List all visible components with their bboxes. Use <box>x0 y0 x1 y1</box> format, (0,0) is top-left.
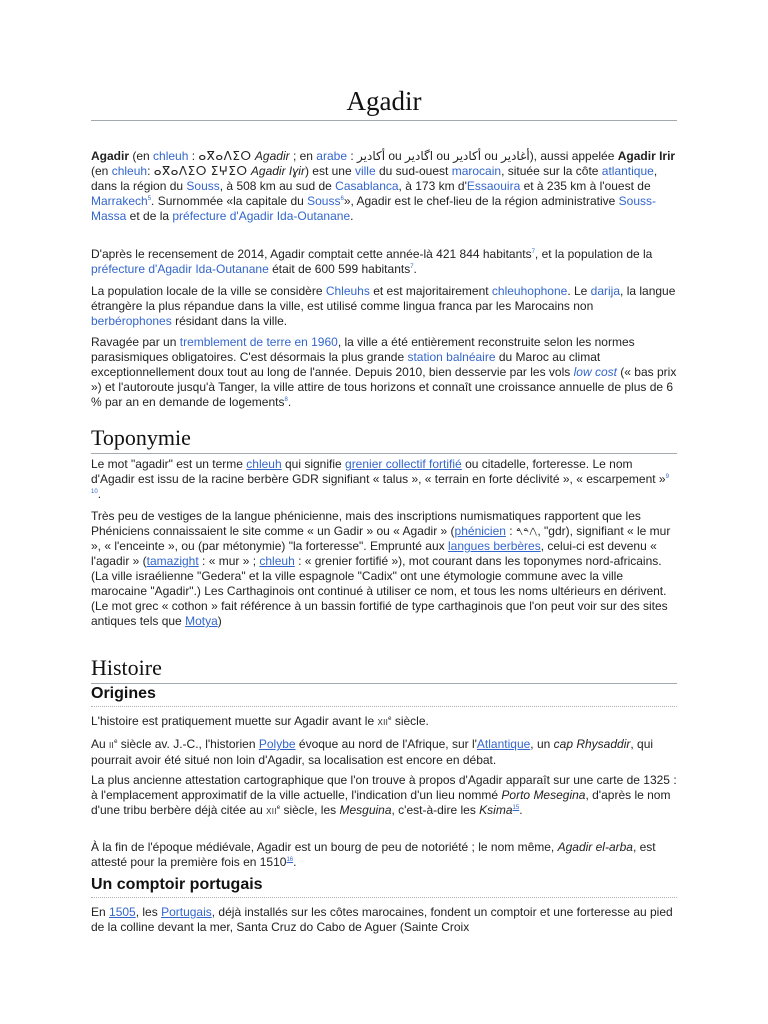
text: ou <box>433 149 454 163</box>
link-atlantique[interactable]: atlantique <box>601 164 654 178</box>
arabic-text: أكادير <box>357 149 386 163</box>
link-chleuh[interactable]: chleuh <box>246 457 282 471</box>
origines-paragraph-2-wrap <box>91 737 677 768</box>
text: D'après le recensement de 2014, Agadir comptait cette année-là 421 844 habitants <box>91 247 532 261</box>
italic-link-text[interactable]: low cost <box>573 365 617 379</box>
footnote-link[interactable]: 7 <box>410 264 414 270</box>
text: : « grenier fortifié »), mot courant dans les toponymes nord-africains. (La ville israélienne "Gedera" et la ville espagnole "Cadix" ont une étymologie commune avec la ville marocaine "Agadir".) Les Carthaginois ont continué à utiliser ce nom, et tous les noms ultérieurs en dérivent. (Le mot grec « cothon » fait référence à un bassin fortifié de type carthaginois que l'on peut voir sur des sites antiques tels que <box>91 554 668 628</box>
text: , à 173 km d' <box>398 179 467 193</box>
origines-paragraph-2 <box>91 737 677 768</box>
text: , dans la région du <box>91 164 658 193</box>
text: ou <box>385 149 406 163</box>
link-station-balneaire[interactable]: station balnéaire <box>407 350 496 364</box>
link-low-cost[interactable] <box>574 365 617 379</box>
text: , celui-ci est devenu « l'agadir » ( <box>91 539 657 568</box>
link-langues-berberes[interactable]: langues berbères <box>447 539 541 553</box>
text: , déjà installés sur les côtes marocaines, fondent un comptoir et une forteresse au pied de la colline devant la mer, Santa Cruz do Cabo de Aguer (Sainte Croix <box>91 905 673 934</box>
text: Le mot "agadir" est un terme <box>91 457 247 471</box>
origines-paragraph-3-wrap <box>91 773 677 819</box>
text: et à 235 km à l'ouest de <box>520 179 651 193</box>
italic-term: Ksima <box>479 803 513 817</box>
text: , est attesté pour la première fois en 1510 <box>91 840 656 869</box>
link-chleuh[interactable]: chleuh <box>111 164 148 178</box>
text: : <box>188 149 199 163</box>
text: . <box>519 803 523 817</box>
page-title: Agadir <box>91 0 677 121</box>
text: La plus ancienne attestation cartographique que l'on trouve à propos d'Agadir apparaît sur une carte de 1325 : à l'emplacement approximatif de la ville actuelle, l'indication d'un lieu nommé <box>91 773 677 802</box>
text: ; en <box>289 149 317 163</box>
link-arabe[interactable]: arabe <box>316 149 347 163</box>
link-chleuhs[interactable]: Chleuhs <box>325 284 370 298</box>
italic-term: Agadir Iɣir <box>250 164 305 178</box>
text: ) <box>217 614 222 628</box>
text: Au <box>91 737 110 751</box>
footnote-link[interactable]: 10 <box>91 489 98 495</box>
intro-paragraph-2 <box>91 247 677 277</box>
arabic-text: أغادير <box>501 149 530 163</box>
link-darija[interactable]: darija <box>590 284 621 298</box>
subsection-heading-origines: Origines <box>91 685 677 707</box>
text: . <box>350 209 354 223</box>
link-portugais[interactable]: Portugais <box>161 905 212 919</box>
link-tamazight[interactable]: tamazight <box>146 554 199 568</box>
bold-term: Agadir <box>91 149 130 163</box>
link-motya[interactable]: Motya <box>185 614 218 628</box>
subsection-comptoir <box>91 876 677 898</box>
section-histoire <box>91 655 677 684</box>
text: . <box>293 855 297 869</box>
text: , la ville a été entièrement reconstruite selon les normes parasismiques obligatoires. C'est désormais la plus grande <box>91 335 635 364</box>
subsection-heading-comptoir: Un comptoir portugais <box>91 876 677 898</box>
link-casablanca[interactable]: Casablanca <box>335 179 399 193</box>
text: , la langue étrangère la plus répandue dans la ville, est utilisé comme lingua franca par les Marocains non <box>91 284 676 313</box>
section-heading-toponymie: Toponymie <box>91 425 677 454</box>
text: siècle av. J.-C., l'historien <box>117 737 259 751</box>
century-numeral: XII <box>377 718 389 727</box>
text: , "gdr), signifiant « le mur », « l'enceinte », ou (par métonymie) "la forteresse". Emprunté aux <box>91 524 671 553</box>
text: , qui pourrait avoir été situé non loin d'Agadir, sa localisation est encore en débat. <box>91 737 654 767</box>
arabic-text: اگادير <box>405 149 434 163</box>
text: : <box>505 524 516 538</box>
link-atlantique[interactable]: Atlantique <box>476 737 531 751</box>
arabic-text: أكادير <box>453 149 482 163</box>
section-heading-histoire: Histoire <box>91 655 677 684</box>
link-souss-massa[interactable]: Souss-Massa <box>91 194 657 223</box>
toponymie-paragraph-2-wrap <box>91 509 677 629</box>
footnote-link[interactable]: 15 <box>512 805 520 811</box>
ordinal-suffix: e <box>114 739 118 745</box>
intro-paragraph-4 <box>91 335 677 410</box>
text: . <box>97 487 102 501</box>
text: (en <box>129 149 154 163</box>
link-phenicien[interactable]: phénicien <box>454 524 506 538</box>
text: », Agadir est le chef-lieu de la région administrative <box>343 194 619 208</box>
text: La population locale de la ville se considère <box>91 284 326 298</box>
text: ou citadelle, forteresse. Le nom d'Agadir est issu de la racine berbère GDR signifiant « talus », « terrain en forte déclivité », « escarpement » <box>91 457 666 486</box>
text: . Le <box>567 284 591 298</box>
tifinagh-text: ⴰⴳⴰⴷⵉⵔ <box>198 149 252 163</box>
footnote-link[interactable]: 7 <box>531 249 535 255</box>
footnote-link[interactable]: 9 <box>665 474 669 480</box>
comptoir-paragraph-1-wrap <box>91 905 677 935</box>
link-berberophones[interactable]: berbérophones <box>91 314 172 328</box>
text: ), aussi appelée <box>529 149 618 163</box>
text: : <box>347 149 358 163</box>
italic-term: Agadir <box>254 149 290 163</box>
text: À la fin de l'époque médiévale, Agadir est un bourg de peu de notoriété ; le nom même, <box>91 840 558 854</box>
origines-paragraph-1-wrap <box>91 714 677 730</box>
text: ou <box>481 149 502 163</box>
intro-paragraph-3 <box>91 284 677 329</box>
link-essaouira[interactable]: Essaouira <box>466 179 521 193</box>
century-numeral: II <box>109 741 115 750</box>
text: , un <box>530 737 554 751</box>
toponymie-paragraph-2 <box>91 509 677 629</box>
text: , les <box>135 905 162 919</box>
text: et est majoritairement <box>369 284 492 298</box>
bold-term: Agadir Irir <box>617 149 676 163</box>
intro-paragraph-4-wrap <box>91 335 677 410</box>
text: Ravagée par un <box>91 335 180 349</box>
link-prefecture[interactable]: préfecture d'Agadir Ida-Outanane <box>172 209 351 223</box>
link-polybe[interactable]: Polybe <box>258 737 296 751</box>
text: et de la <box>126 209 173 223</box>
link-1505[interactable]: 1505 <box>109 905 136 919</box>
intro-paragraph-2-wrap <box>91 247 677 277</box>
link-chleuh[interactable]: chleuh <box>259 554 295 568</box>
footnote-link[interactable]: 16 <box>286 857 294 863</box>
link-tremblement[interactable]: tremblement de terre en 1960 <box>179 335 338 349</box>
text: L'histoire est pratiquement muette sur Agadir avant le <box>91 714 378 728</box>
subsection-origines <box>91 685 677 707</box>
article <box>91 0 677 934</box>
italic-term: Agadir el-arba <box>557 840 633 854</box>
link-prefecture[interactable]: préfecture d'Agadir Ida-Outanane <box>91 262 269 276</box>
text: du sud-ouest <box>375 164 452 178</box>
origines-paragraph-4 <box>91 840 677 870</box>
text: Très peu de vestiges de la langue phénicienne, mais des inscriptions numismatiques rapportent que les Phéniciens connaissaient le site comme « un Gadir » ou « Agadir » ( <box>91 509 641 538</box>
ordinal-suffix: e <box>276 805 281 811</box>
text: du Maroc au climat exceptionnellement doux tout au long de l'année. Depuis 2010, bien desservie par les vols <box>91 350 601 379</box>
intro-paragraph-3-wrap <box>91 284 677 329</box>
text: . <box>287 395 292 409</box>
link-chleuhophone[interactable]: chleuhophone <box>491 284 568 298</box>
italic-term: cap Rhysaddir <box>553 737 631 751</box>
origines-paragraph-4-wrap <box>91 840 677 870</box>
origines-paragraph-1 <box>91 714 677 730</box>
tifinagh-text: ⴰⴳⴰⴷⵉⵔ ⵉⵖⵉⵔ <box>153 164 248 178</box>
italic-term: Mesguina <box>339 803 392 817</box>
text: , c'est-à-dire les <box>391 803 480 817</box>
text: évoque au nord de l'Afrique, sur l' <box>295 737 477 751</box>
text: (« bas prix ») et l'autoroute jusqu'à Tanger, la ville attire de tous horizons et connaît une croissance annuelle de plus de 6 % par an en demande de logements <box>91 365 677 409</box>
intro-section <box>91 149 677 224</box>
text: siècle. <box>391 714 429 728</box>
text: qui signifie <box>281 457 346 471</box>
text: . Surnommée «la capitale du <box>151 194 308 208</box>
text: En <box>91 905 110 919</box>
link-ville[interactable]: ville <box>354 164 376 178</box>
text: : <box>147 164 154 178</box>
comptoir-paragraph-1 <box>91 905 677 935</box>
origines-paragraph-3 <box>91 773 677 819</box>
text: , située sur la côte <box>501 164 602 178</box>
link-souss[interactable]: Souss <box>307 194 341 208</box>
ordinal-suffix: e <box>388 716 392 722</box>
toponymie-paragraph-1-wrap <box>91 457 677 502</box>
text: : « mur » ; <box>198 554 260 568</box>
section-toponymie <box>91 425 677 454</box>
link-marocain[interactable]: marocain <box>451 164 502 178</box>
link-chleuh[interactable]: chleuh <box>153 149 189 163</box>
phoenician-text: 𐤂𐤃𐤓 <box>515 524 538 538</box>
text: . <box>413 262 417 276</box>
footnote-link[interactable]: 5 <box>147 196 152 202</box>
text: ) est une <box>304 164 355 178</box>
text: était de 600 599 habitants <box>268 262 411 276</box>
toponymie-paragraph-1 <box>91 457 677 502</box>
text: , d'après le nom d'une tribu berbère déjà citée au <box>91 788 671 817</box>
link-marrakech[interactable]: Marrakech <box>91 194 148 208</box>
link-souss[interactable]: Souss <box>186 179 220 193</box>
text: résidant dans la ville. <box>171 314 288 328</box>
footnote-link[interactable]: 6 <box>340 196 344 202</box>
link-grenier-collectif[interactable]: grenier collectif fortifié <box>345 457 462 471</box>
text: (en <box>91 164 112 178</box>
text: , à 508 km au sud de <box>219 179 336 193</box>
text: , et la population de la <box>534 247 653 261</box>
footnote-link[interactable]: 8 <box>284 397 288 403</box>
century-numeral: XII <box>266 807 277 816</box>
text: siècle, les <box>280 803 340 817</box>
italic-term: Porto Mesegina <box>501 788 586 802</box>
intro-paragraph-1 <box>91 149 677 224</box>
